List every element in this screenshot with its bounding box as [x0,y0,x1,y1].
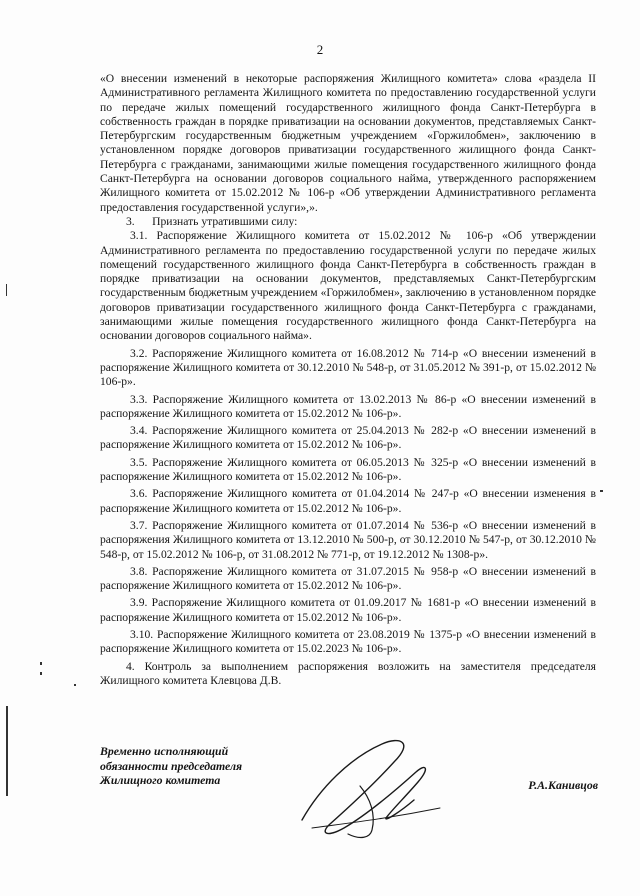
item-3-number: 3. [126,214,135,228]
intro-line: «О внесении изменений в некоторые распоряжения Жилищного комитета» слова «раздела [100,72,582,85]
subitem-3-8 [100,565,596,594]
item-3-paragraph [100,215,596,229]
signatory-title [100,744,600,788]
subitem-line: жилых помещений государственного жилищного фонда Санкт-Петербурга [100,243,596,271]
subitem-line: Административного регламента по предоставлению государственной услуги по передаче [100,243,558,257]
subitem-line: изменений в распоряжения Жилищного комитета от 13.12.2010 № 500-р, [100,518,596,547]
intro-line: приватизации государственного жилищного фонда Санкт-Петербурга с гражданами, [100,143,596,171]
intro-line: учреждением «Горжилобмен», заключению в установленном порядке договоров [100,129,596,157]
scan-mark [40,662,42,665]
scan-mark [600,490,603,492]
item-3-text: Признать утратившими силу: [152,214,298,228]
subitem-line: в собственность граждан в порядке приватизации на основании документов, [100,257,597,286]
scan-mark [74,684,76,686]
subitem-line: изменения в распоряжение Жилищного комитета от 15.02.2012 № 106-р». [100,487,596,515]
subitem-line: от 31.05.2012 № 391-р, от 15.02.2012 № 106-р». [100,360,597,389]
subitem-line: 3.2. Распоряжение Жилищного комитета от 16.08.2012 № 714-р «О внесении [130,346,528,360]
intro-line: занимающими жилые помещения государственного жилищного фонда Санкт-Петербурга [100,157,596,186]
signatory-title-line: обязанности председателя [100,758,243,773]
subitem-3-2 [100,347,596,390]
intro-line: на основании договоров социального найма, утвержденного распоряжением [196,172,596,186]
subitem-line: «Горжилобмен», заключению в установленном порядке договоров приватизации [100,286,596,314]
subitem-3-9 [100,596,596,625]
subitem-line: государственного жилищного фонда Санкт-Петербурга с гражданами, занимающими [100,300,596,329]
signature-block [100,744,600,814]
intro-line: регламента предоставления государственной услуги»,». [100,186,596,214]
signatory-title-line: Временно исполняющий [100,744,229,758]
subitem-line: от 31.08.2012 № 771-р, от 19.12.2012 № 1308-р». [248,547,489,561]
signatory-name: Р.А.Канивцов [528,778,598,792]
intro-line: государственной услуги по передаче жилых помещений государственного жилищного [100,86,597,114]
subitem-line: 3.10. Распоряжение Жилищного комитета от 23.08.2019 № 1375-р «О внесении [130,627,530,641]
item-4-line: 4. Контроль за выполнением распоряжения возложить на заместителя [126,659,521,673]
subitem-3-7 [100,519,596,562]
subitem-line: представляемых Санкт-Петербургским государственным бюджетным учреждением [100,272,596,300]
scan-mark [40,672,42,675]
intro-line: документов, представляемых Санкт-Петербургским государственным бюджетным [100,114,596,143]
page-number: 2 [316,42,324,57]
subitem-line: договоров социального найма». [155,329,312,343]
document-body [100,72,596,688]
subitem-line: от 30.12.2010 № 547-р, от 30.12.2010 № 548-р, от 15.02.2012 № 106-р, [100,533,596,561]
subitem-line: жилые помещения государственного жилищного фонда Санкт-Петербурга на основании [100,315,596,343]
intro-line: Жилищного комитета от 15.02.2012 № 106-р «Об утверждении Административного [100,186,536,200]
subitem-line: 3.7. Распоряжение Жилищного комитета от 01.07.2014 № 536-р «О внесении [130,518,528,532]
subitem-line: изменений в распоряжение Жилищного комитета от 15.02.2012 № 106-р». [100,424,596,452]
signatory-title-line: Жилищного комитета [100,773,221,788]
subitem-line: изменений в распоряжение Жилищного комитета от 30.12.2010 № 548-р, [100,346,596,374]
subitem-3-5 [100,456,596,485]
intro-line: II Административного регламента Жилищного комитета по предоставлению [100,72,597,100]
subitem-line: 3.9. Распоряжение Жилищного комитета от 01.09.2017 № 1681-р «О внесении [130,596,529,610]
subitem-line: изменений в распоряжение Жилищного комитета от 15.02.2023 № 106-р». [100,627,596,656]
subitem-3-6 [100,487,596,516]
item-4-paragraph [100,660,596,689]
intro-paragraph [100,72,596,215]
subitem-line: изменений в распоряжение Жилищного комитета от 15.02.2012 № 106-р». [100,455,596,484]
subitem-line: изменений в распоряжение Жилищного комитета от 15.02.2012 № 106-р». [100,596,596,624]
subitem-line: 3.5. Распоряжение Жилищного комитета от 06.05.2013 № 325-р «О внесении [130,455,528,469]
subitem-3-1 [100,229,596,343]
subitem-3-3 [100,393,596,422]
subitem-line: 3.8. Распоряжение Жилищного комитета от 31.07.2015 № 958-р «О внесении [130,564,528,578]
subitem-line: 3.6. Распоряжение Жилищного комитета от 01.04.2014 № 247-р «О внесении [130,487,529,501]
subitem-line: 3.1. Распоряжение Жилищного комитета от 15.02.2012 № 106-р «Об утверждении [130,229,596,243]
subitem-3-4 [100,424,596,453]
item-4-line: председателя Жилищного комитета Клевцова Д.В. [100,659,596,687]
scan-mark [6,284,7,296]
subitem-line: 3.3. Распоряжение Жилищного комитета от 13.02.2013 № 86-р «О внесении [130,392,528,406]
scan-mark [6,706,8,796]
subitem-line: 3.4. Распоряжение Жилищного комитета от 25.04.2013 № 282-р «О внесении [130,424,528,438]
intro-line: фонда Санкт-Петербурга в собственность граждан в порядке приватизации на основании [100,100,596,128]
subitem-line: изменений в распоряжение Жилищного комитета от 15.02.2012 № 106-р». [100,564,596,593]
subitem-line: изменений в распоряжение Жилищного комитета от 15.02.2012 № 106-р». [100,392,596,420]
subitem-3-10 [100,628,596,657]
